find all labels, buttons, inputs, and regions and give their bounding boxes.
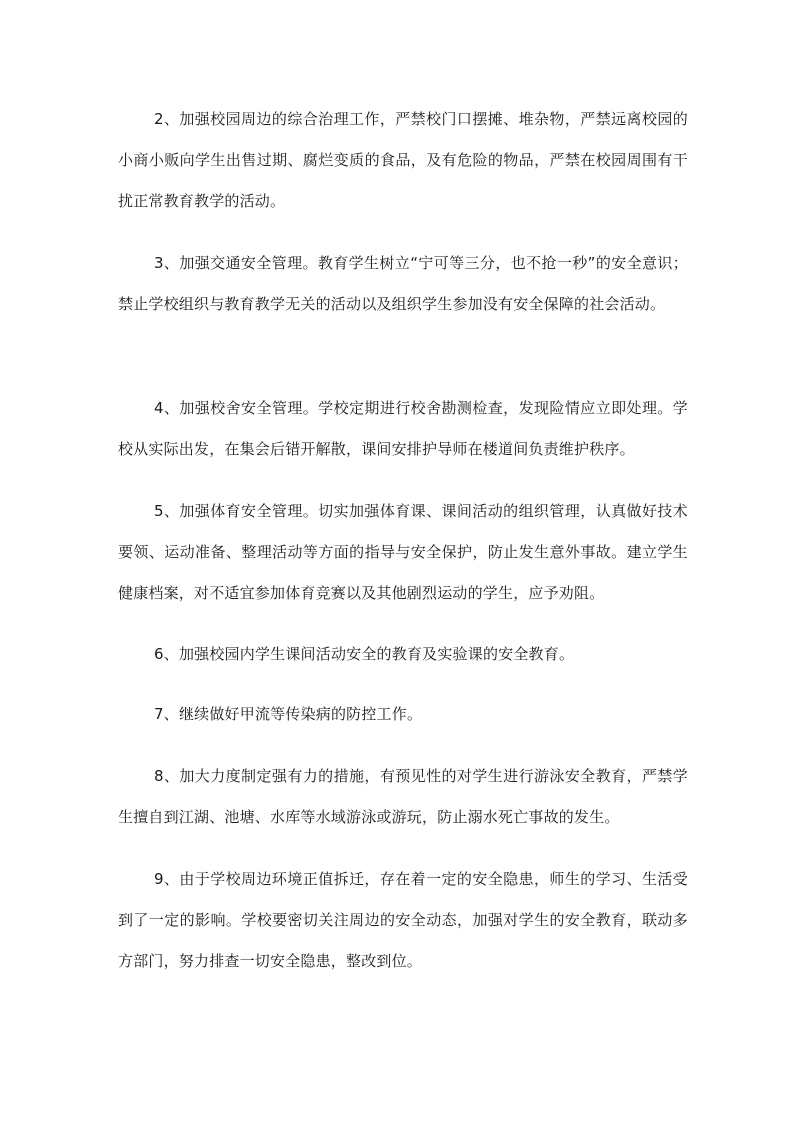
paragraph-item-2: 2、加强校园周边的综合治理工作，严禁校门口摆摊、堆杂物，严禁远离校园的小商小贩向学生出售过期、腐烂变质的食品，及有危险的物品，严禁在校园周围有干扰正常教育教学的活动。 (118, 110, 688, 210)
paragraph-item-9: 9、由于学校周边环境正值拆迁，存在着一定的安全隐患，师生的学习、生活受到了一定的影响。学校要密切关注周边的安全动态，加强对学生的安全教育，联动多方部门，努力排查一切安全隐患，整改到位。 (118, 870, 688, 970)
paragraph-item-3: 3、加强交通安全管理。教育学生树立“宁可等三分，也不抢一秒”的安全意识；禁止学校组织与教育教学无关的活动以及组织学生参加没有安全保障的社会活动。 (118, 254, 688, 313)
paragraph-item-7: 7、继续做好甲流等传染病的防控工作。 (154, 705, 423, 723)
paragraph-item-8: 8、加大力度制定强有力的措施，有预见性的对学生进行游泳安全教育，严禁学生擅自到江湖、池塘、水库等水域游泳或游玩，防止溺水死亡事故的发生。 (118, 767, 688, 826)
paragraph-item-6: 6、加强校园内学生课间活动安全的教育及实验课的安全教育。 (154, 645, 575, 663)
paragraph-item-5: 5、加强体育安全管理。切实加强体育课、课间活动的组织管理，认真做好技术要领、运动准备、整理活动等方面的指导与安全保护，防止发生意外事故。建立学生健康档案，对不适宜参加体育竞赛以及其他剧烈运动的学生，应予劝阻。 (118, 502, 688, 602)
paragraph-item-4: 4、加强校舍安全管理。学校定期进行校舍勘测检查，发现险情应立即处理。学校从实际出发，在集会后错开解散，课间安排护导师在楼道间负责维护秩序。 (118, 399, 688, 458)
